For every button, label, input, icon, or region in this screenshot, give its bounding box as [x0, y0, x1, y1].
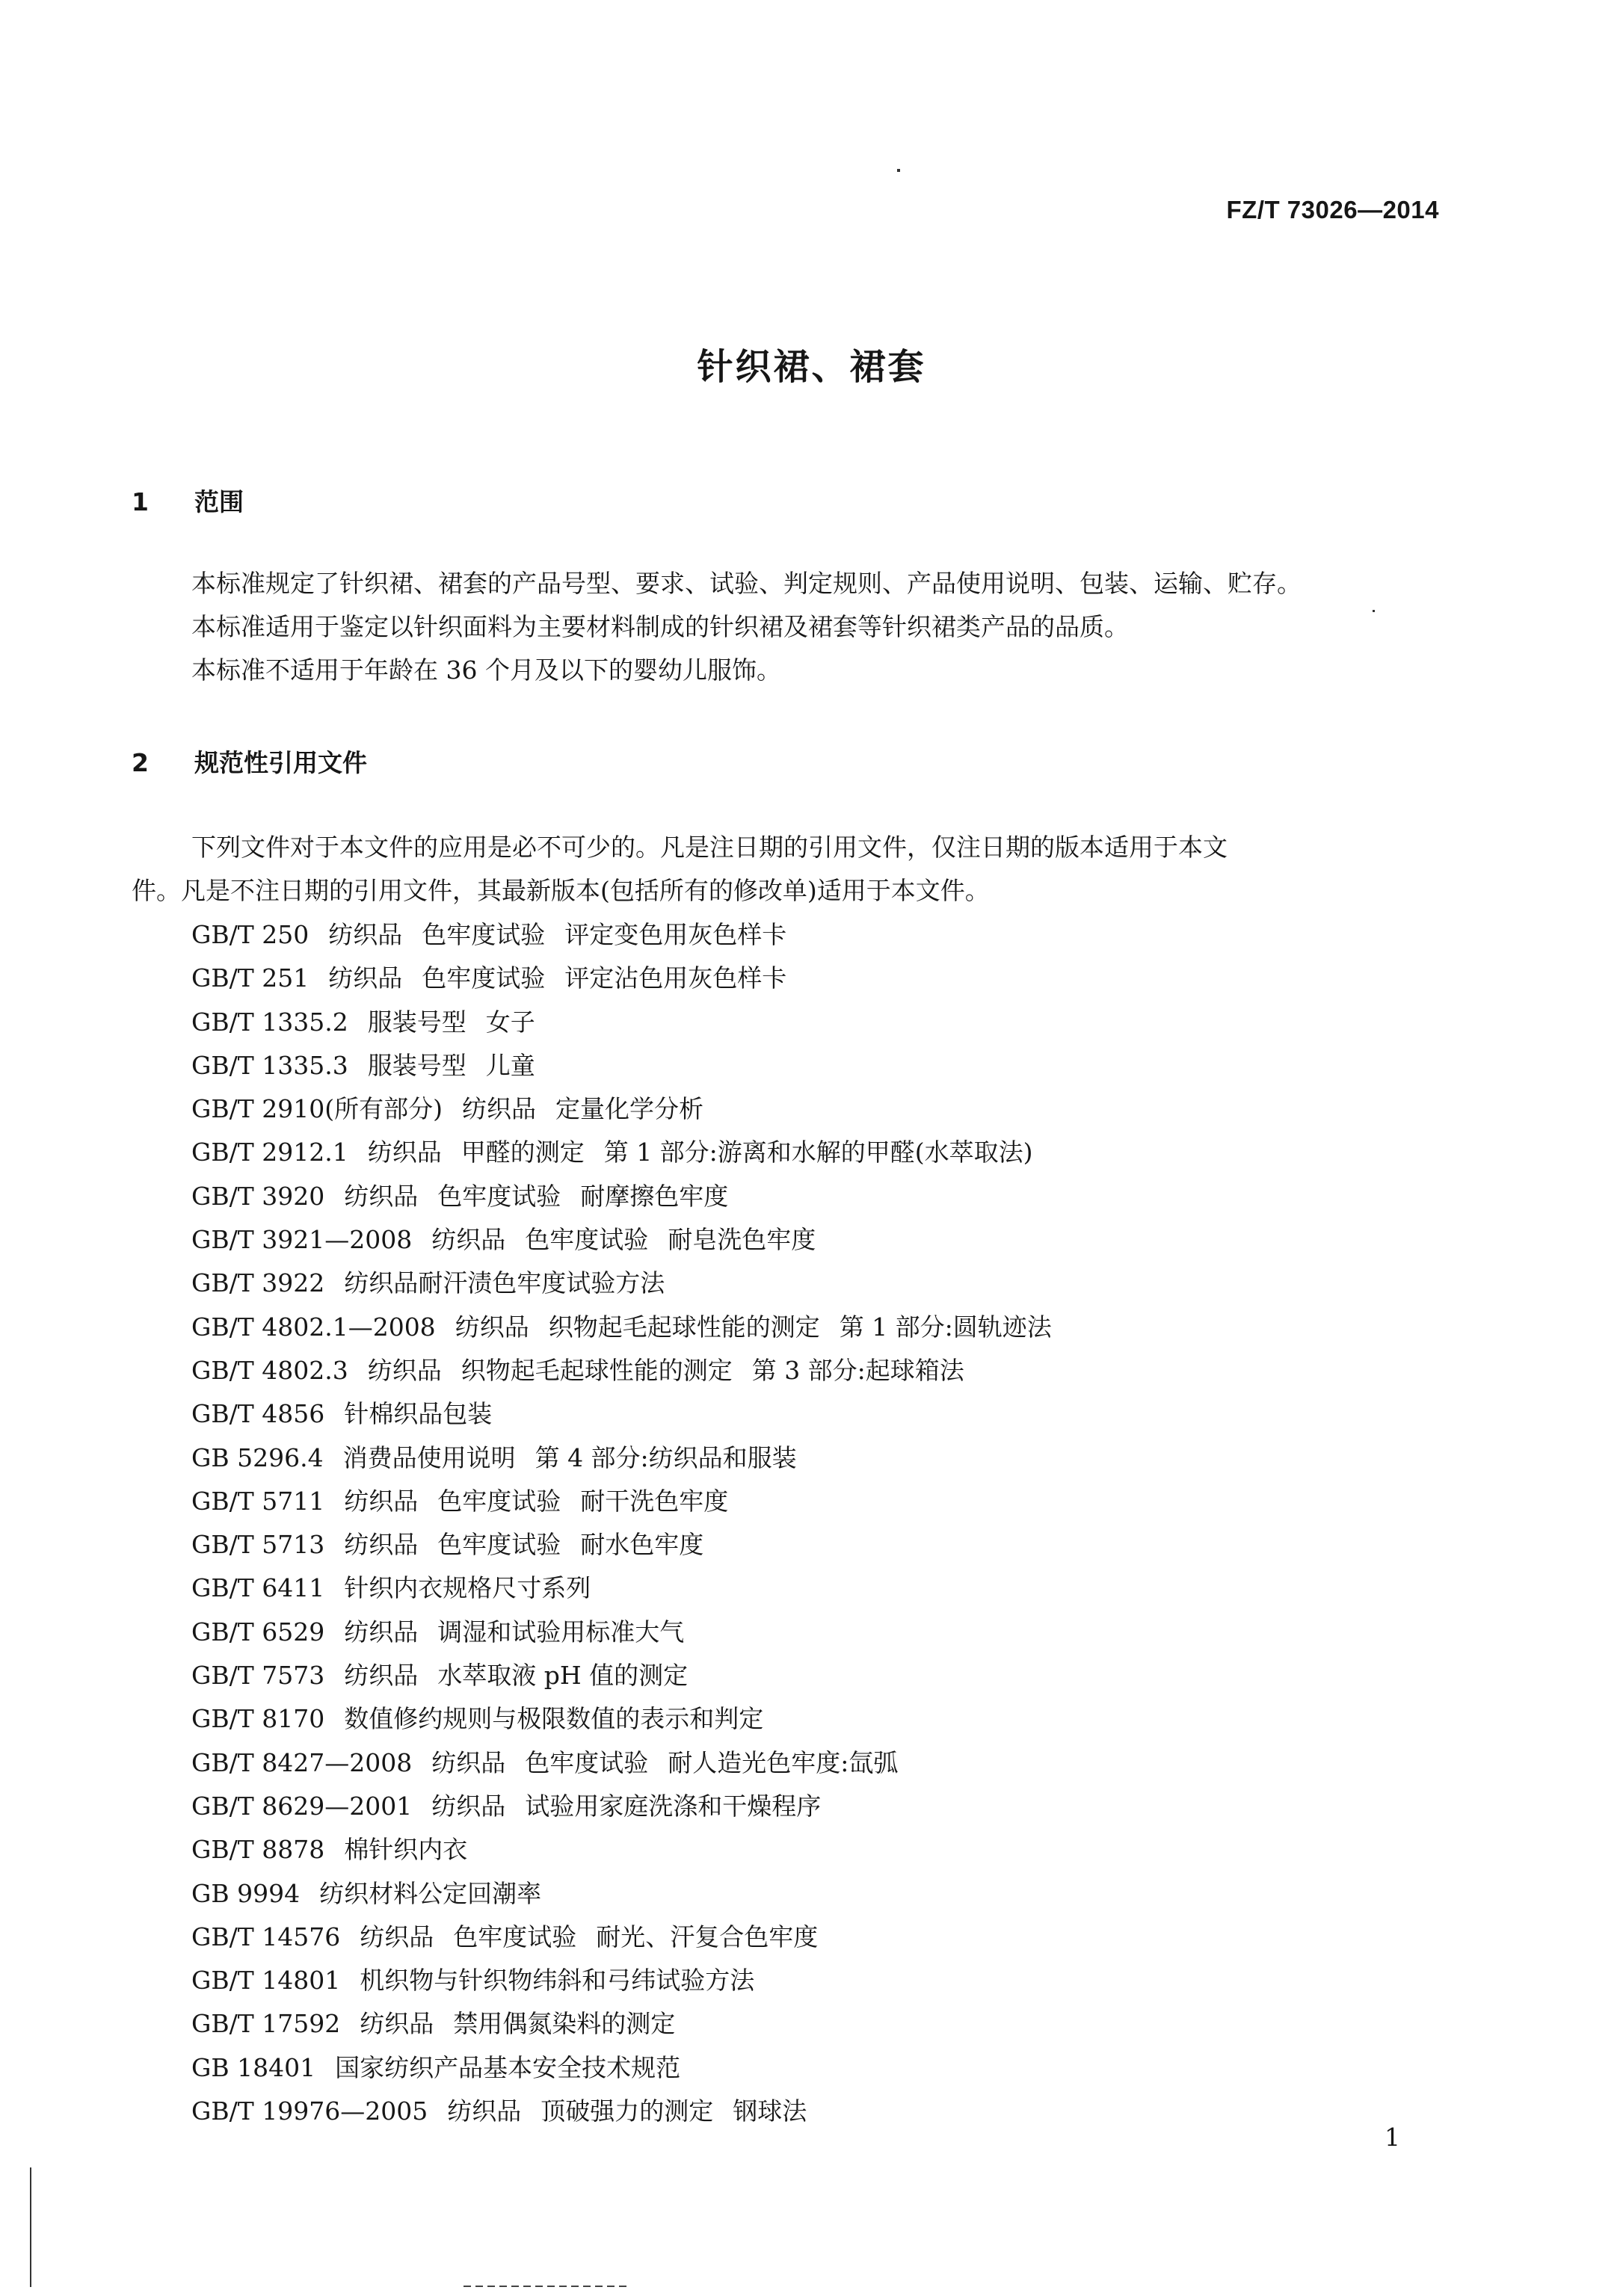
section-title: 范围 — [194, 487, 244, 516]
reference-title-part: 棉针织内衣 — [344, 1835, 468, 1865]
reference-title-part: 纺织品 — [328, 963, 403, 993]
scope-paragraph: 本标准适用于鉴定以针织面料为主要材料制成的针织裙及裙套等针织裙类产品的品质。 — [191, 612, 1129, 641]
reference-title-part: 耐水色牢度 — [580, 1530, 704, 1560]
reference-title-part: 甲醛的测定 — [461, 1138, 585, 1167]
reference-title-part: 服装号型 — [367, 1050, 466, 1080]
reference-code: GB/T 7573 — [191, 1661, 325, 1691]
reference-title-part: 色牢度试验 — [437, 1530, 561, 1560]
scope-paragraphs — [132, 562, 1470, 692]
reference-title-part: 水萃取液 pH 值的测定 — [437, 1661, 689, 1691]
section-heading-normative-references — [132, 744, 367, 779]
reference-item — [191, 1567, 1071, 1610]
reference-code: GB/T 17592 — [191, 2009, 341, 2039]
reference-title-part: 色牢度试验 — [437, 1181, 561, 1211]
reference-item — [191, 1306, 1071, 1349]
reference-title-part: 第 1 部分:游离和水解的甲醛(水萃取法) — [603, 1138, 1033, 1167]
reference-title-part: 纺织品 — [431, 1225, 506, 1255]
reference-title-part: 色牢度试验 — [453, 1922, 577, 1951]
reference-title-part: 评定变色用灰色样卡 — [564, 920, 787, 949]
reference-item — [191, 1349, 1071, 1392]
scan-dot — [1373, 610, 1375, 612]
reference-code: GB/T 4802.3 — [191, 1355, 348, 1385]
reference-code: GB/T 8878 — [191, 1835, 325, 1865]
reference-title-part: 织物起毛起球性能的测定 — [548, 1312, 820, 1342]
reference-item — [191, 1741, 1071, 1785]
reference-item — [191, 1087, 1071, 1131]
scope-paragraph: 本标准不适用于年龄在 36 个月及以下的婴幼儿服饰。 — [191, 655, 781, 685]
reference-item — [191, 1131, 1071, 1174]
section-number: 2 — [132, 748, 149, 777]
reference-code: GB 18401 — [191, 2052, 316, 2082]
reference-code: GB/T 5711 — [191, 1486, 325, 1516]
reference-title-part: 顶破强力的测定 — [541, 2096, 714, 2126]
reference-title-part: 纺织材料公定回潮率 — [319, 1878, 542, 1908]
reference-title-part: 纺织品耐汗渍色牢度试验方法 — [344, 1268, 665, 1298]
reference-title-part: 纺织品 — [344, 1181, 419, 1211]
section-heading-scope — [132, 483, 244, 518]
reference-item — [191, 1872, 1071, 1916]
scan-dotted-line — [464, 2286, 628, 2287]
reference-title-part: 服装号型 — [367, 1007, 466, 1037]
reference-item — [191, 2090, 1071, 2133]
reference-list — [191, 913, 1071, 2133]
reference-title-part: 第 1 部分:圆轨迹法 — [839, 1312, 1052, 1342]
section-title: 规范性引用文件 — [194, 748, 367, 777]
reference-title-part: 国家纺织产品基本安全技术规范 — [335, 2052, 681, 2082]
reference-title-part: 纺织品 — [367, 1355, 442, 1385]
reference-item — [191, 913, 1071, 957]
reference-title-part: 耐人造光色牢度:氙弧 — [668, 1747, 899, 1777]
reference-item — [191, 1785, 1071, 1828]
reference-item — [191, 1392, 1071, 1436]
reference-item — [191, 1480, 1071, 1523]
reference-code: GB/T 8170 — [191, 1704, 325, 1734]
reference-title-part: 色牢度试验 — [437, 1486, 561, 1516]
reference-title-part: 定量化学分析 — [555, 1094, 703, 1124]
reference-title-part: 耐光、汗复合色牢度 — [596, 1922, 819, 1951]
reference-code: GB/T 4802.1—2008 — [191, 1312, 436, 1342]
reference-item — [191, 1218, 1071, 1262]
reference-code: GB/T 8427—2008 — [191, 1747, 413, 1777]
scope-paragraph: 本标准规定了针织裙、裙套的产品号型、要求、试验、判定规则、产品使用说明、包装、运输、贮存。 — [191, 569, 1302, 598]
reference-code: GB/T 4856 — [191, 1399, 325, 1429]
reference-item — [191, 1654, 1071, 1697]
reference-title-part: 织物起毛起球性能的测定 — [461, 1355, 733, 1385]
reference-title-part: 纺织品 — [455, 1312, 529, 1342]
reference-title-part: 纺织品 — [431, 1791, 506, 1821]
document-title: 针织裙、裙套 — [697, 346, 926, 388]
reference-title-part: 色牢度试验 — [422, 920, 546, 949]
reference-title-part: 纺织品 — [344, 1486, 419, 1516]
reference-title-part: 儿童 — [485, 1050, 535, 1080]
reference-title-part: 纺织品 — [344, 1617, 419, 1647]
scan-dot — [897, 169, 900, 172]
reference-title-part: 针织内衣规格尺寸系列 — [344, 1573, 591, 1603]
reference-title-part: 纺织品 — [431, 1747, 506, 1777]
reference-item — [191, 957, 1071, 1000]
reference-title-part: 纺织品 — [344, 1530, 419, 1560]
reference-title-part: 纺织品 — [447, 2096, 522, 2126]
reference-title-part: 机织物与针织物纬斜和弓纬试验方法 — [360, 1966, 755, 1996]
references-intro — [132, 826, 1470, 913]
intro-line: 下列文件对于本文件的应用是必不可少的。凡是注日期的引用文件，仅注日期的版本适用于本文 — [191, 833, 1228, 862]
reference-title-part: 女子 — [485, 1007, 535, 1037]
reference-code: GB/T 3921—2008 — [191, 1225, 413, 1255]
reference-title-part: 色牢度试验 — [525, 1225, 649, 1255]
reference-title-part: 第 3 部分:起球箱法 — [751, 1355, 964, 1385]
reference-title-part: 试验用家庭洗涤和干燥程序 — [525, 1791, 822, 1821]
reference-code: GB/T 1335.2 — [191, 1007, 348, 1037]
reference-title-part: 调湿和试验用标准大气 — [437, 1617, 685, 1647]
reference-item — [191, 1697, 1071, 1741]
reference-title-part: 钢球法 — [733, 2096, 807, 2126]
reference-code: GB/T 3920 — [191, 1181, 325, 1211]
reference-code: GB/T 8629—2001 — [191, 1791, 413, 1821]
reference-title-part: 消费品使用说明 — [342, 1442, 516, 1472]
reference-item — [191, 2002, 1071, 2046]
reference-title-part: 耐摩擦色牢度 — [580, 1181, 729, 1211]
reference-code: GB/T 3922 — [191, 1268, 325, 1298]
intro-line: 件。凡是不注日期的引用文件，其最新版本(包括所有的修改单)适用于本文件。 — [132, 876, 990, 905]
reference-code: GB/T 2910(所有部分) — [191, 1094, 443, 1124]
reference-code: GB/T 14576 — [191, 1922, 341, 1951]
reference-item — [191, 1175, 1071, 1218]
section-number: 1 — [132, 487, 149, 516]
reference-title-part: 纺织品 — [360, 2009, 434, 2039]
reference-title-part: 评定沾色用灰色样卡 — [564, 963, 787, 993]
reference-code: GB/T 6529 — [191, 1617, 325, 1647]
reference-code: GB 5296.4 — [191, 1442, 324, 1472]
standard-code: FZ/T 73026—2014 — [1226, 196, 1439, 223]
reference-title-part: 色牢度试验 — [422, 963, 546, 993]
page-number: 1 — [1385, 2123, 1400, 2152]
reference-title-part: 纺织品 — [367, 1138, 442, 1167]
reference-code: GB/T 14801 — [191, 1966, 341, 1996]
reference-title-part: 纺织品 — [461, 1094, 536, 1124]
reference-item — [191, 1044, 1071, 1087]
reference-title-part: 第 4 部分:纺织品和服装 — [535, 1442, 797, 1472]
reference-title-part: 耐干洗色牢度 — [580, 1486, 729, 1516]
reference-item — [191, 1916, 1071, 1959]
reference-code: GB/T 1335.3 — [191, 1050, 348, 1080]
reference-code: GB/T 5713 — [191, 1530, 325, 1560]
reference-title-part: 纺织品 — [328, 920, 403, 949]
reference-code: GB 9994 — [191, 1878, 301, 1908]
reference-title-part: 纺织品 — [344, 1661, 419, 1691]
reference-code: GB/T 2912.1 — [191, 1138, 348, 1167]
reference-item — [191, 2046, 1071, 2090]
reference-item — [191, 1262, 1071, 1305]
reference-code: GB/T 19976—2005 — [191, 2096, 428, 2126]
reference-code: GB/T 250 — [191, 920, 309, 949]
reference-title-part: 禁用偶氮染料的测定 — [453, 2009, 676, 2039]
reference-title-part: 数值修约规则与极限数值的表示和判定 — [344, 1704, 764, 1734]
reference-title-part: 耐皂洗色牢度 — [668, 1225, 816, 1255]
reference-item — [191, 1959, 1071, 2002]
reference-item — [191, 1523, 1071, 1567]
reference-title-part: 纺织品 — [360, 1922, 434, 1951]
reference-title-part: 针棉织品包装 — [344, 1399, 493, 1429]
reference-item — [191, 1436, 1071, 1480]
scan-margin-line — [30, 2167, 31, 2287]
reference-code: GB/T 6411 — [191, 1573, 325, 1603]
reference-item — [191, 1001, 1071, 1044]
reference-title-part: 色牢度试验 — [525, 1747, 649, 1777]
reference-code: GB/T 251 — [191, 963, 309, 993]
reference-item — [191, 1828, 1071, 1871]
reference-item — [191, 1611, 1071, 1654]
